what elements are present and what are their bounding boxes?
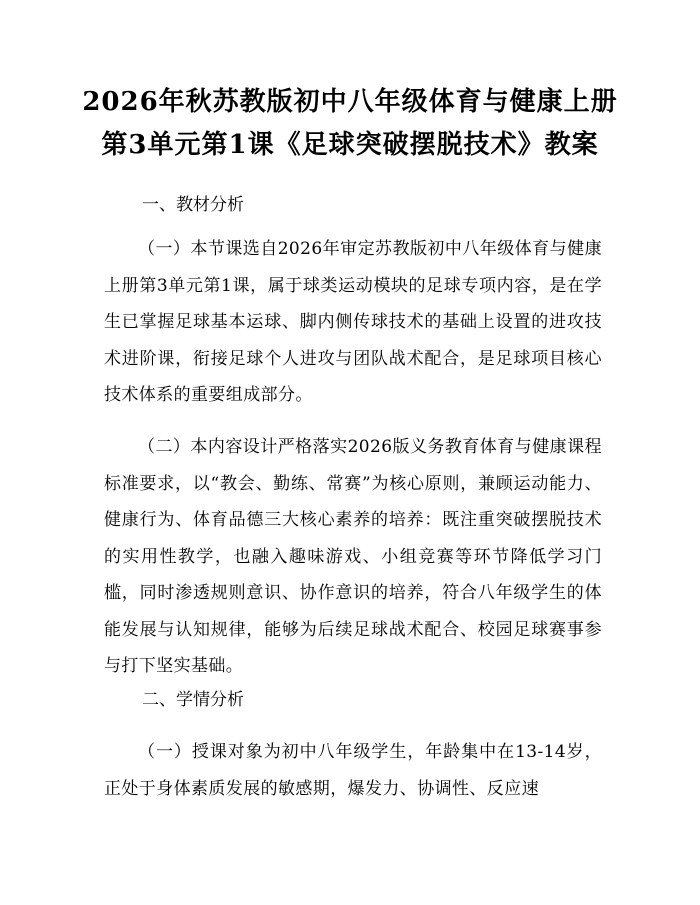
- paragraph-textbook-analysis-2: （二）本内容设计严格落实2026版义务教育体育与健康课程标准要求，以“教会、勤练、常赛”为核心原则，兼顾运动能力、健康行为、体育品德三大核心素养的培养：既注重突破摆脱技术的实用性教学，也融入趣味游戏、小组竞赛等环节降低学习门槛，同时渗透规则意识、协作意识的培养，符合八年级学生的体能发展与认知规律，能够为后续足球战术配合、校园足球赛事参与打下坚实基础。: [104, 437, 602, 676]
- paragraph-textbook-analysis-1: （一）本节课选自2026年审定苏教版初中八年级体育与健康上册第3单元第1课，属于球类运动模块的足球专项内容，是在学生已掌握足球基本运球、脚内侧传球技术的基础上设置的进攻技术进阶课，衔接足球个人进攻与团队战术配合，是足球项目核心技术体系的重要组成部分。: [104, 239, 602, 405]
- document-title-line-2: 第3单元第1课《足球突破摆脱技术》教案: [101, 130, 599, 160]
- document-title-line-1: 2026年秋苏教版初中八年级体育与健康上册: [82, 87, 618, 117]
- section-heading-student-analysis: 二、学情分析: [142, 690, 244, 710]
- section-heading-textbook-analysis: 一、教材分析: [142, 195, 244, 215]
- paragraph-student-analysis-1: （一）授课对象为初中八年级学生，年龄集中在13-14岁，正处于身体素质发展的敏感期，爆发力、协调性、反应速: [104, 742, 602, 799]
